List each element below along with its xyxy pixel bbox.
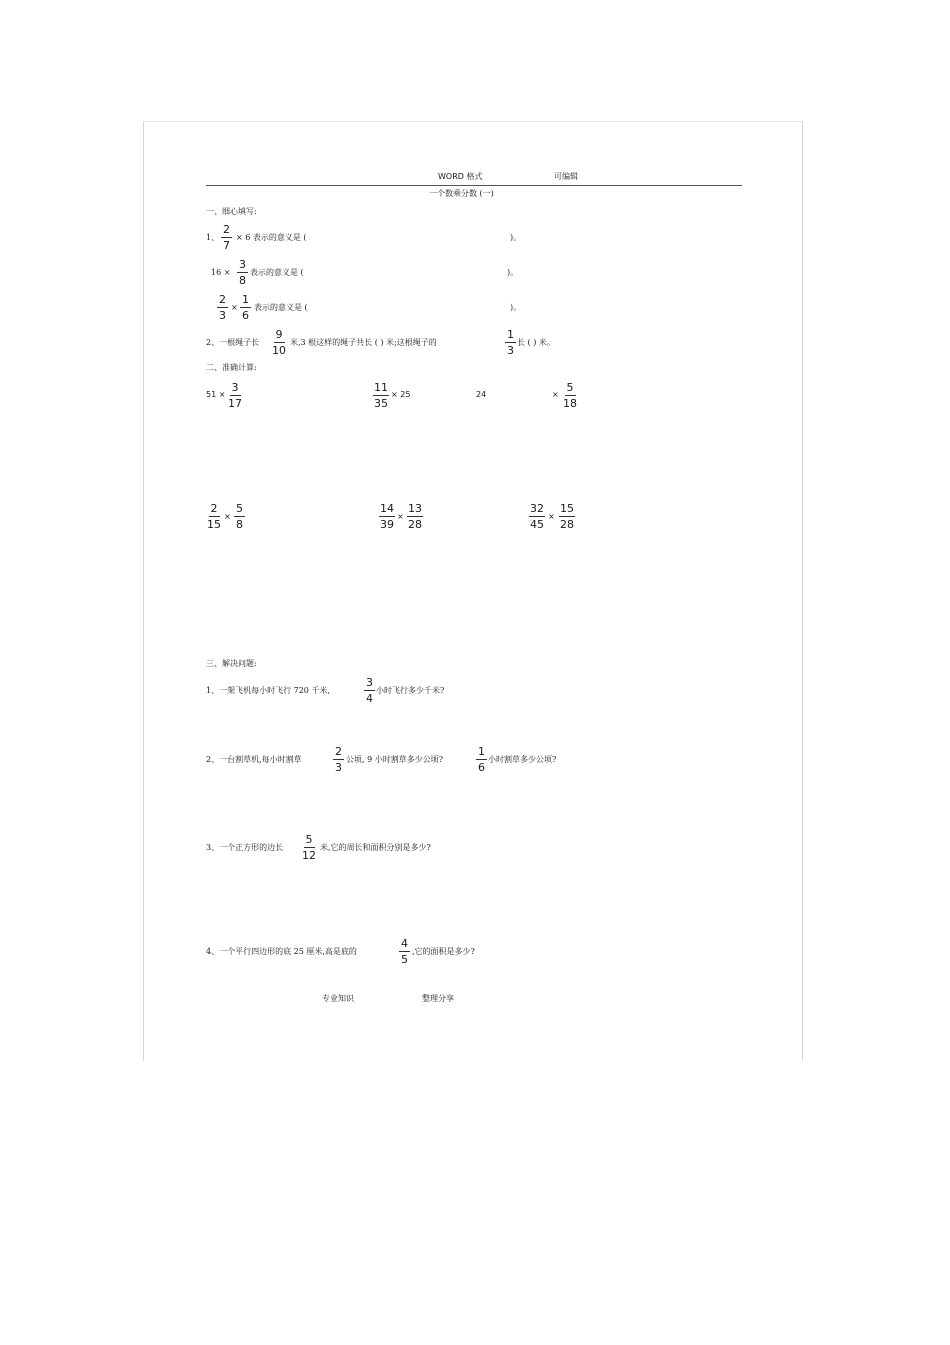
numerator: 4 (401, 937, 408, 950)
p2-fraction-1 (333, 746, 344, 774)
calc6-fraction-1 (529, 503, 545, 531)
numerator: 2 (210, 502, 218, 515)
calc6-fraction-2 (559, 503, 575, 531)
p3-fraction (302, 834, 316, 862)
numerator: 9 (275, 328, 283, 341)
numerator: 1 (242, 293, 249, 306)
denominator: 6 (242, 309, 249, 322)
calc2-suffix: × 25 (391, 390, 411, 399)
numerator: 32 (530, 502, 544, 515)
numerator: 15 (560, 502, 574, 515)
numerator: 2 (223, 223, 230, 236)
denominator: 5 (401, 953, 408, 966)
numerator: 1 (507, 328, 514, 341)
denominator: 28 (560, 518, 574, 531)
denominator: 39 (380, 518, 394, 531)
q1b-text: 表示的意义是 ( (250, 268, 304, 277)
calc4-fraction-1 (207, 503, 221, 531)
section3-heading: 三、解决问题: (206, 659, 257, 668)
calc4-fraction-2 (234, 503, 245, 531)
calc5-times: × (397, 512, 404, 521)
q1b-fraction (237, 259, 248, 287)
footer-left: 专业知识 (322, 994, 354, 1003)
q1b-close: )。 (507, 268, 519, 277)
q2-text: 米,3 根这样的绳子共长 ( ) 米;这根绳子的 (290, 338, 437, 347)
denominator: 10 (272, 344, 286, 357)
q1-fraction (221, 224, 232, 252)
numerator: 5 (305, 833, 313, 846)
p4-tail: ,它的面积是多少? (412, 947, 475, 956)
denominator: 17 (228, 397, 242, 410)
denominator: 3 (335, 761, 342, 774)
denominator: 6 (478, 761, 485, 774)
p1-tail: 小时飞行多少千米? (376, 686, 445, 695)
numerator: 11 (374, 381, 388, 394)
calc3-times: × (552, 390, 559, 399)
denominator: 28 (408, 518, 422, 531)
q1-close: )。 (510, 233, 522, 242)
calc3-number: 24 (476, 390, 487, 399)
section1-heading: 一、细心填写: (206, 207, 257, 216)
q2-fraction-2 (505, 329, 516, 357)
p2-fraction-2 (476, 746, 487, 774)
q2-tail: 长 ( ) 米。 (517, 338, 555, 347)
q2-fraction-1 (272, 329, 286, 357)
denominator: 8 (239, 274, 246, 287)
numerator: 3 (239, 258, 246, 271)
section2-heading: 二、准确计算: (206, 363, 257, 372)
p2-text: 2、一台割草机,每小时割草 (206, 755, 302, 764)
footer-right: 整理分享 (422, 994, 454, 1003)
denominator: 35 (374, 397, 388, 410)
p4-fraction (399, 938, 410, 966)
numerator: 13 (408, 502, 422, 515)
q1c-fraction-1 (217, 294, 228, 322)
numerator: 14 (380, 502, 394, 515)
page-title: 一个数乘分数 (一) (429, 189, 494, 198)
calc5-fraction-2 (407, 503, 423, 531)
calc6-times: × (548, 512, 555, 521)
numerator: 2 (335, 745, 342, 758)
q2-prefix: 2、一根绳子长 (206, 338, 260, 347)
p3-tail: 米,它的周长和面积分别是多少? (320, 843, 431, 852)
denominator: 18 (563, 397, 577, 410)
denominator: 8 (236, 518, 243, 531)
denominator: 12 (302, 849, 316, 862)
calc1-fraction (228, 382, 242, 410)
q1c-fraction-2 (240, 294, 251, 322)
q1b-prefix: 16 × (211, 268, 231, 277)
calc1-prefix: 51 × (206, 390, 226, 399)
denominator: 15 (207, 518, 221, 531)
denominator: 3 (507, 344, 514, 357)
q1c-close: )。 (510, 303, 522, 312)
denominator: 7 (223, 239, 230, 252)
calc2-fraction (373, 382, 389, 410)
denominator: 4 (366, 692, 373, 705)
p2-tail: 小时割草多少公顷? (488, 755, 557, 764)
denominator: 3 (219, 309, 226, 322)
numerator: 5 (236, 502, 243, 515)
numerator: 3 (231, 381, 239, 394)
header-divider (206, 185, 742, 186)
p3-text: 3、一个正方形的边长 (206, 843, 284, 852)
p4-text: 4、一个平行四边形的底 25 厘米,高是底的 (206, 947, 357, 956)
denominator: 45 (530, 518, 544, 531)
numerator: 1 (478, 745, 485, 758)
calc4-times: × (224, 512, 231, 521)
q1c-text: 表示的意义是 ( (254, 303, 308, 312)
q1-text: × 6 表示的意义是 ( (236, 233, 307, 242)
p1-text: 1、一架飞机每小时飞行 720 千米, (206, 686, 330, 695)
p2-middle: 公顷, 9 小时割草多少公顷? (346, 755, 444, 764)
numerator: 3 (366, 676, 373, 689)
header-editable: 可编辑 (554, 172, 578, 181)
numerator: 2 (219, 293, 226, 306)
calc5-fraction-1 (379, 503, 395, 531)
q1-prefix: 1、 (206, 233, 220, 242)
numerator: 5 (566, 381, 574, 394)
q1c-times: × (231, 303, 238, 312)
p1-fraction (364, 677, 375, 705)
header-word-format: WORD 格式 (438, 172, 483, 181)
calc3-fraction (563, 382, 577, 410)
